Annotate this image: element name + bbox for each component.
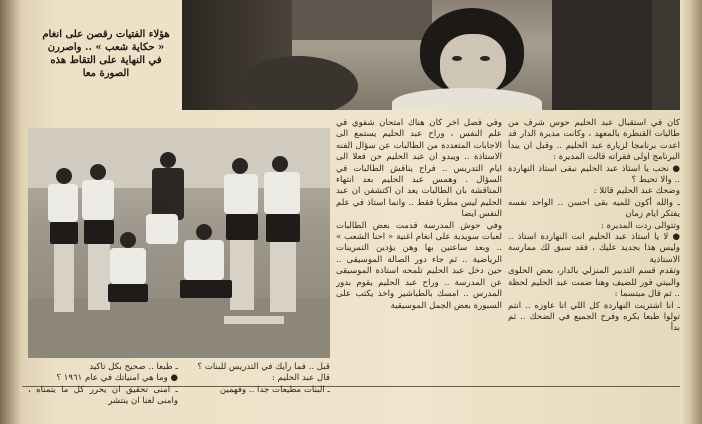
girl-shirt (82, 180, 114, 220)
paragraph: ـ طبعا .. صحيح بكل تأكيد (89, 362, 178, 372)
girl-shorts (84, 220, 114, 244)
girl-legs (88, 244, 110, 310)
paragraph: ـ انا اشتريت النهاردة كل اللي انا عاوزه .. انتم تولوا طبعا بكره وفرح الجميع في الضحك .. ثم بدأ (508, 300, 680, 334)
paragraph: وفي فصل اخر كان هناك امتحان شفوي في علم النفس ، وراح عبد الحليم يستمع الى الاجابات المتعددة من الطالبات عن سؤال الفنه الاستاذة .. ويبدو ان عبد الحليم حن فعلا الى ايام التدريس .. فراح يناقش الطالبات في السؤال . وهمس عبد الحليم بعد انتهاء المناقشة بان الطالبات يعد ان اكتشفن ان عبد الحليم ليس مطربا فقط .. وانما استاذ في علم النفس ايضا (336, 118, 502, 220)
page-edge-right (680, 0, 702, 424)
article-column-right (508, 118, 680, 420)
article-column-bottom-middle (28, 362, 178, 422)
paragraph: ● وما هي امنياتك في عام ١٩٦١ ؟ (56, 373, 178, 384)
girl-legs (54, 244, 74, 312)
man-head (160, 152, 176, 168)
paragraph: ـ امنى تحقيق ان يحرر كل ما يتمناه ، وامنى لغنا ان ينتشر (28, 384, 178, 407)
girl-shirt (224, 174, 258, 214)
girl-head (196, 224, 212, 240)
girl-shorts (50, 222, 78, 244)
girl-shirt (184, 240, 224, 280)
girl-head (56, 168, 72, 184)
photo-girl-eye-right (480, 56, 490, 61)
photo-right-shadow (652, 0, 680, 110)
girl-head (90, 164, 106, 180)
paragraph: ● لا يا استاذ عبد الحليم انت النهاردة استاذ .. وليس هذا بجديد عليك ، فقد سبق لك ممارسة الاستاذية (508, 232, 680, 265)
girl-head (232, 158, 248, 174)
girl-shorts (266, 214, 300, 242)
girl-shorts (180, 280, 232, 298)
paragraph: كان في استقبال عبد الحليم حوس شرف من طالبات القنطرة بالمعهد ، وكانت مديرة الدار قد اعدت برنامجا لزيارة عبد الحليم .. وقبل ان يبدأ البرنامج اولى فقراته قالت المديرة : (508, 118, 680, 163)
girl-shorts (108, 284, 148, 302)
photo-girl-collar (392, 88, 542, 110)
article-column-middle (336, 118, 502, 390)
photo-girl-face (440, 34, 506, 96)
girl-head (272, 156, 288, 172)
girl-head (154, 198, 170, 214)
paragraph: وضحك عبد الحليم قائلا : (593, 186, 680, 197)
girl-shirt (48, 184, 78, 222)
paragraph: ـ والله أكون للميه بقى احسن .. الواحد نفسه يفتكر ايام زمان (508, 197, 680, 220)
girl-shirt (110, 248, 146, 284)
girl-head (120, 232, 136, 248)
photo-caption-top: هؤلاء الفتيات رقصن على انغام « حكاية شعب » .. واصررن في النهاية على التقاط هذه الصورة معا (42, 29, 170, 79)
paragraph: قال عبد الحليم : (271, 373, 330, 384)
paragraph: وتقدم قسم التدبير المنزلي بالدار، بعض الحلوى والبيتي فور للضيف وهنا ضمت عبد الحليم لحظة .. ثم قال مبتسما : (508, 266, 680, 300)
photo-group-girls (28, 128, 330, 358)
girl-legs (270, 242, 296, 312)
photo-background-board (292, 0, 432, 40)
paragraph: ـ البنات مطيعات جدا .. وفهمين (219, 384, 330, 395)
girl-legs (224, 316, 284, 324)
page-fold-left (0, 0, 22, 424)
photo-dark-hair-foreground (238, 56, 358, 110)
girl-legs (230, 240, 254, 310)
paragraph: ● نحب يا استاذ عبد الحليم نبقى استاذ النهاردة .. والا تحيط ؟ (508, 163, 680, 186)
photo-girl-portrait (182, 0, 680, 110)
paragraph: قبل .. فما رأيك في التدريس للبنات ؟ (197, 362, 330, 372)
paragraph: وفي حوش المدرسة قدمت بعض الطالبات لعبات سويدية على انغام اغنية « احنا الشعب » .. وبعد ساعتين بها وهن يؤدين التمرينات الرياضية .. ثم جاء دور الصالة الموسيقى .. حين دخل عبد الحليم تلمحه استاذة الموسيقى عن المدرسة .. وراح عبد الحليم يقوم بدور المدرس .. امسك بالطباشير واخذ يكتب على السبورة بعض الجمل الموسيقية (336, 220, 502, 311)
girl-shorts (226, 214, 258, 240)
photo-girl-eye-left (452, 56, 462, 61)
girl-shirt (146, 214, 178, 244)
paragraph: وتتوالى ردت المديرة : (600, 220, 680, 231)
girl-shirt (264, 172, 300, 214)
article-column-bottom-left (184, 362, 330, 422)
photo-man-suit (552, 0, 652, 110)
